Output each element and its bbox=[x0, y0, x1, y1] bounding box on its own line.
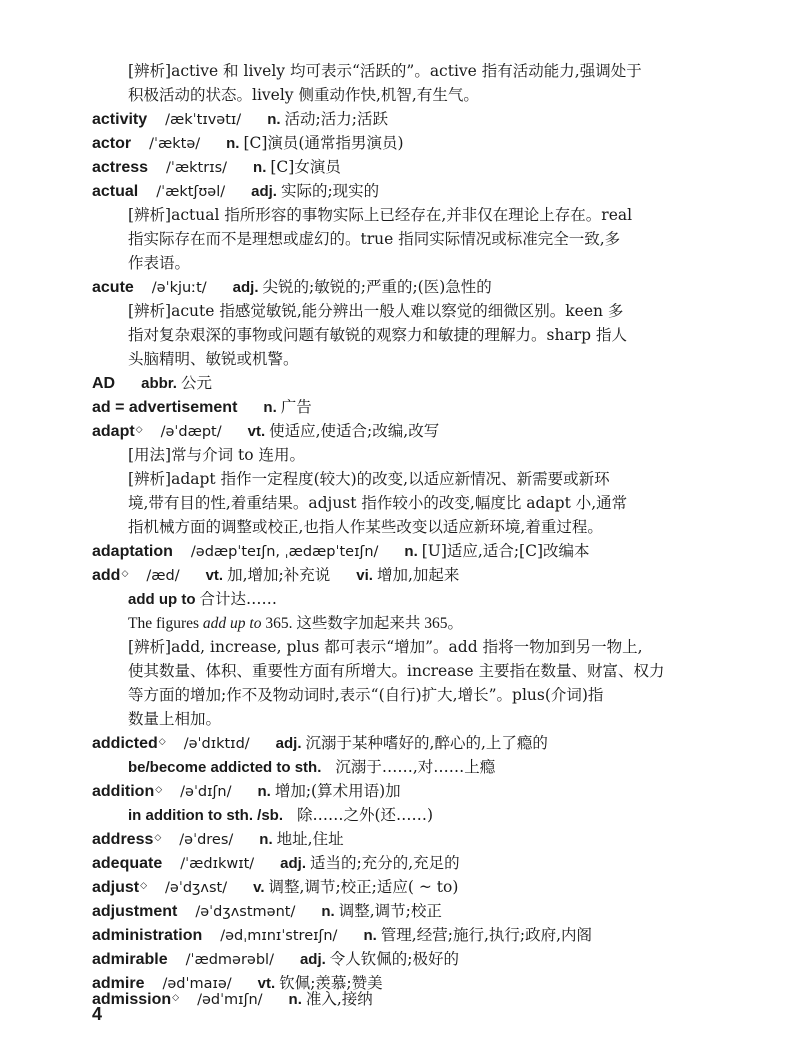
note-acute-3: 头脑精明、敏锐或机警。 bbox=[128, 350, 299, 368]
headword: administration bbox=[92, 927, 203, 944]
headword: admirable bbox=[92, 951, 168, 968]
definition: 准入,接纳 bbox=[305, 990, 373, 1008]
phrase: be/become addicted to sth. bbox=[128, 759, 322, 776]
note-add-4: 数量上相加。 bbox=[128, 710, 222, 728]
phrase-gloss: 除……之外(还……) bbox=[297, 806, 434, 824]
note-acute-1: [辨析]acute 指感觉敏锐,能分辨出一般人难以察觉的细微区别。keen 多 bbox=[128, 302, 624, 320]
headword: actor bbox=[92, 135, 132, 152]
entry-ad bbox=[92, 395, 740, 419]
headword: adjustment bbox=[92, 903, 178, 920]
phonetic: /ˈæktrɪs/ bbox=[166, 160, 228, 176]
part-of-speech: n. bbox=[321, 903, 335, 920]
diamond-mark: ◇ bbox=[154, 832, 162, 842]
definition: 实际的;现实的 bbox=[280, 182, 380, 200]
phonetic: /ˈædɪkwɪt/ bbox=[180, 856, 255, 872]
headword: add◇ bbox=[92, 567, 129, 584]
diamond-mark: ◇ bbox=[140, 880, 148, 890]
part-of-speech: vt. bbox=[205, 567, 224, 584]
note-active-lively-1: [辨析]active 和 lively 均可表示“活跃的”。active 指有活动能力,强调处于 bbox=[128, 62, 642, 80]
headword: adjust◇ bbox=[92, 879, 148, 896]
note-adapt-1: [辨析]adapt 指作一定程度(较大)的改变,以适应新情况、新需要或新环 bbox=[128, 470, 610, 488]
definition: 广告 bbox=[280, 398, 312, 416]
note-adapt-3: 指机械方面的调整或校正,也指人作某些改变以适应新环境,着重过程。 bbox=[128, 518, 603, 536]
headword: actress bbox=[92, 159, 149, 176]
entry-ad-abbr bbox=[92, 371, 740, 395]
headword: adaptation bbox=[92, 543, 173, 560]
phonetic: /ækˈtɪvətɪ/ bbox=[165, 112, 242, 128]
entry-admission bbox=[92, 987, 740, 1011]
phonetic: /əˈdɪktɪd/ bbox=[183, 736, 250, 752]
part-of-speech: n. bbox=[259, 831, 273, 848]
part-of-speech: adj. bbox=[232, 279, 259, 296]
definition-2: 增加,加起来 bbox=[376, 566, 460, 584]
entry-adapt bbox=[92, 419, 740, 443]
part-of-speech: n. bbox=[226, 135, 240, 152]
phrase: add up to bbox=[128, 591, 196, 608]
entry-add bbox=[92, 563, 740, 587]
phonetic: /əˈdæpt/ bbox=[160, 424, 222, 440]
phrase-add-up-to bbox=[128, 587, 740, 611]
phonetic: /ədæpˈteɪʃn, ˌædæpˈteɪʃn/ bbox=[190, 544, 379, 560]
part-of-speech: adj. bbox=[280, 855, 307, 872]
headword: admire bbox=[92, 975, 145, 992]
definition: 公元 bbox=[180, 374, 212, 392]
diamond-mark: ◇ bbox=[158, 736, 166, 746]
example-italic: add up to bbox=[202, 615, 262, 632]
note-add-3: 等方面的增加;作不及物动词时,表示“(自行)扩大,增长”。plus(介词)指 bbox=[128, 686, 604, 704]
entry-activity bbox=[92, 107, 740, 131]
entry-address bbox=[92, 827, 740, 851]
part-of-speech: n. bbox=[257, 783, 271, 800]
headword: AD bbox=[92, 375, 116, 392]
phonetic: /əˈkjuːt/ bbox=[151, 280, 207, 296]
definition: 适当的;充分的,充足的 bbox=[310, 854, 460, 872]
definition: 调整,调节;校正;适应( ~ to) bbox=[268, 878, 459, 896]
headword: addition◇ bbox=[92, 783, 163, 800]
definition: 加,增加;补充说 bbox=[227, 566, 331, 584]
page-number: 4 bbox=[92, 1004, 103, 1024]
headword: address◇ bbox=[92, 831, 162, 848]
phrase-gloss: 沉溺于……,对……上瘾 bbox=[335, 758, 496, 776]
headword: acute bbox=[92, 279, 134, 296]
headword: addicted◇ bbox=[92, 735, 166, 752]
definition: 沉溺于某种嗜好的,醉心的,上了瘾的 bbox=[305, 734, 548, 752]
part-of-speech-2: vi. bbox=[356, 567, 373, 584]
headword: ad = advertisement bbox=[92, 399, 238, 416]
part-of-speech: adj. bbox=[251, 183, 277, 200]
note-actual-1: [辨析]actual 指所形容的事物实际上已经存在,并非仅在理论上存在。real bbox=[128, 206, 633, 224]
phrase-in-addition-to bbox=[128, 803, 740, 827]
phrase: in addition to sth. /sb. bbox=[128, 807, 283, 824]
definition: [C]演员(通常指男演员) bbox=[243, 134, 404, 152]
usage-adapt: [用法]常与介词 to 连用。 bbox=[128, 446, 306, 464]
entry-adjustment bbox=[92, 899, 740, 923]
part-of-speech: n. bbox=[263, 399, 277, 416]
definition: [U]适应,适合;[C]改编本 bbox=[421, 542, 590, 560]
note-actual-2: 指实际存在而不是理想或虚幻的。true 指同实际情况或标准完全一致,多 bbox=[128, 230, 621, 248]
entry-adequate bbox=[92, 851, 740, 875]
entry-adjust bbox=[92, 875, 740, 899]
phonetic: /əˈdʒʌstmənt/ bbox=[195, 904, 296, 920]
definition: 尖锐的;敏锐的;严重的;(医)急性的 bbox=[262, 278, 492, 296]
phonetic: /ədˈmaɪə/ bbox=[162, 976, 232, 992]
phonetic: /æd/ bbox=[146, 568, 180, 584]
note-add-1: [辨析]add, increase, plus 都可表示“增加”。add 指将一物加到另一物上, bbox=[128, 638, 643, 656]
note-acute-2: 指对复杂艰深的事物或问题有敏锐的观察力和敏捷的理解力。sharp 指人 bbox=[128, 326, 627, 344]
note-actual-3: 作表语。 bbox=[128, 254, 191, 272]
example-suffix: 365. 这些数字加起来共 365。 bbox=[261, 615, 463, 632]
phonetic: /ˈæktʃʊəl/ bbox=[156, 184, 226, 200]
phonetic: /əˈdɪʃn/ bbox=[180, 784, 232, 800]
diamond-mark: ◇ bbox=[155, 784, 163, 794]
diamond-mark: ◇ bbox=[135, 424, 143, 434]
headword: adapt◇ bbox=[92, 423, 143, 440]
phonetic: /ədˌmɪnɪˈstreɪʃn/ bbox=[220, 928, 338, 944]
definition: 钦佩;羡慕;赞美 bbox=[279, 974, 383, 992]
phonetic: /ədˈmɪʃn/ bbox=[197, 992, 263, 1008]
diamond-mark: ◇ bbox=[172, 992, 180, 1002]
entry-actress bbox=[92, 155, 740, 179]
phonetic: /ˈædmərəbl/ bbox=[185, 952, 274, 968]
part-of-speech: adj. bbox=[275, 735, 302, 752]
entry-addicted bbox=[92, 731, 740, 755]
part-of-speech: vt. bbox=[247, 423, 266, 440]
note-active-lively-2: 积极活动的状态。lively 侧重动作快,机智,有生气。 bbox=[128, 86, 479, 104]
definition: 调整,调节;校正 bbox=[338, 902, 442, 920]
diamond-mark: ◇ bbox=[121, 568, 129, 578]
entry-actor bbox=[92, 131, 740, 155]
phrase-addicted-to bbox=[128, 755, 740, 779]
part-of-speech: abbr. bbox=[141, 375, 177, 392]
part-of-speech: n. bbox=[267, 111, 281, 128]
definition: 活动;活力;活跃 bbox=[284, 110, 388, 128]
phonetic: /ˈæktə/ bbox=[149, 136, 201, 152]
entry-addition bbox=[92, 779, 740, 803]
example-prefix: The figures bbox=[128, 615, 203, 632]
entry-adaptation bbox=[92, 539, 740, 563]
entry-administration bbox=[92, 923, 740, 947]
part-of-speech: vt. bbox=[257, 975, 276, 992]
headword: activity bbox=[92, 111, 148, 128]
definition: [C]女演员 bbox=[270, 158, 341, 176]
entry-admirable bbox=[92, 947, 740, 971]
part-of-speech: v. bbox=[253, 879, 265, 896]
note-adapt-2: 境,带有目的性,着重结果。adjust 指作较小的改变,幅度比 adapt 小,通常 bbox=[128, 494, 628, 512]
part-of-speech: n. bbox=[288, 991, 302, 1008]
headword: adequate bbox=[92, 855, 163, 872]
entry-actual bbox=[92, 179, 740, 203]
part-of-speech: n. bbox=[363, 927, 377, 944]
headword: actual bbox=[92, 183, 139, 200]
phonetic: /əˈdres/ bbox=[179, 832, 234, 848]
example-add-up-to bbox=[128, 611, 740, 635]
phrase-gloss: 合计达…… bbox=[199, 590, 278, 608]
part-of-speech: adj. bbox=[299, 951, 326, 968]
definition: 使适应,使适合;改编,改写 bbox=[269, 422, 440, 440]
headword: admission◇ bbox=[92, 991, 180, 1008]
part-of-speech: n. bbox=[404, 543, 418, 560]
phonetic: /əˈdʒʌst/ bbox=[165, 880, 228, 896]
entry-acute bbox=[92, 275, 740, 299]
part-of-speech: n. bbox=[253, 159, 267, 176]
definition: 地址,住址 bbox=[276, 830, 344, 848]
definition: 增加;(算术用语)加 bbox=[274, 782, 401, 800]
note-add-2: 使其数量、体积、重要性方面有所增大。increase 主要指在数量、财富、权力 bbox=[128, 662, 665, 680]
definition: 令人钦佩的;极好的 bbox=[329, 950, 460, 968]
definition: 管理,经营;施行,执行;政府,内阁 bbox=[380, 926, 593, 944]
